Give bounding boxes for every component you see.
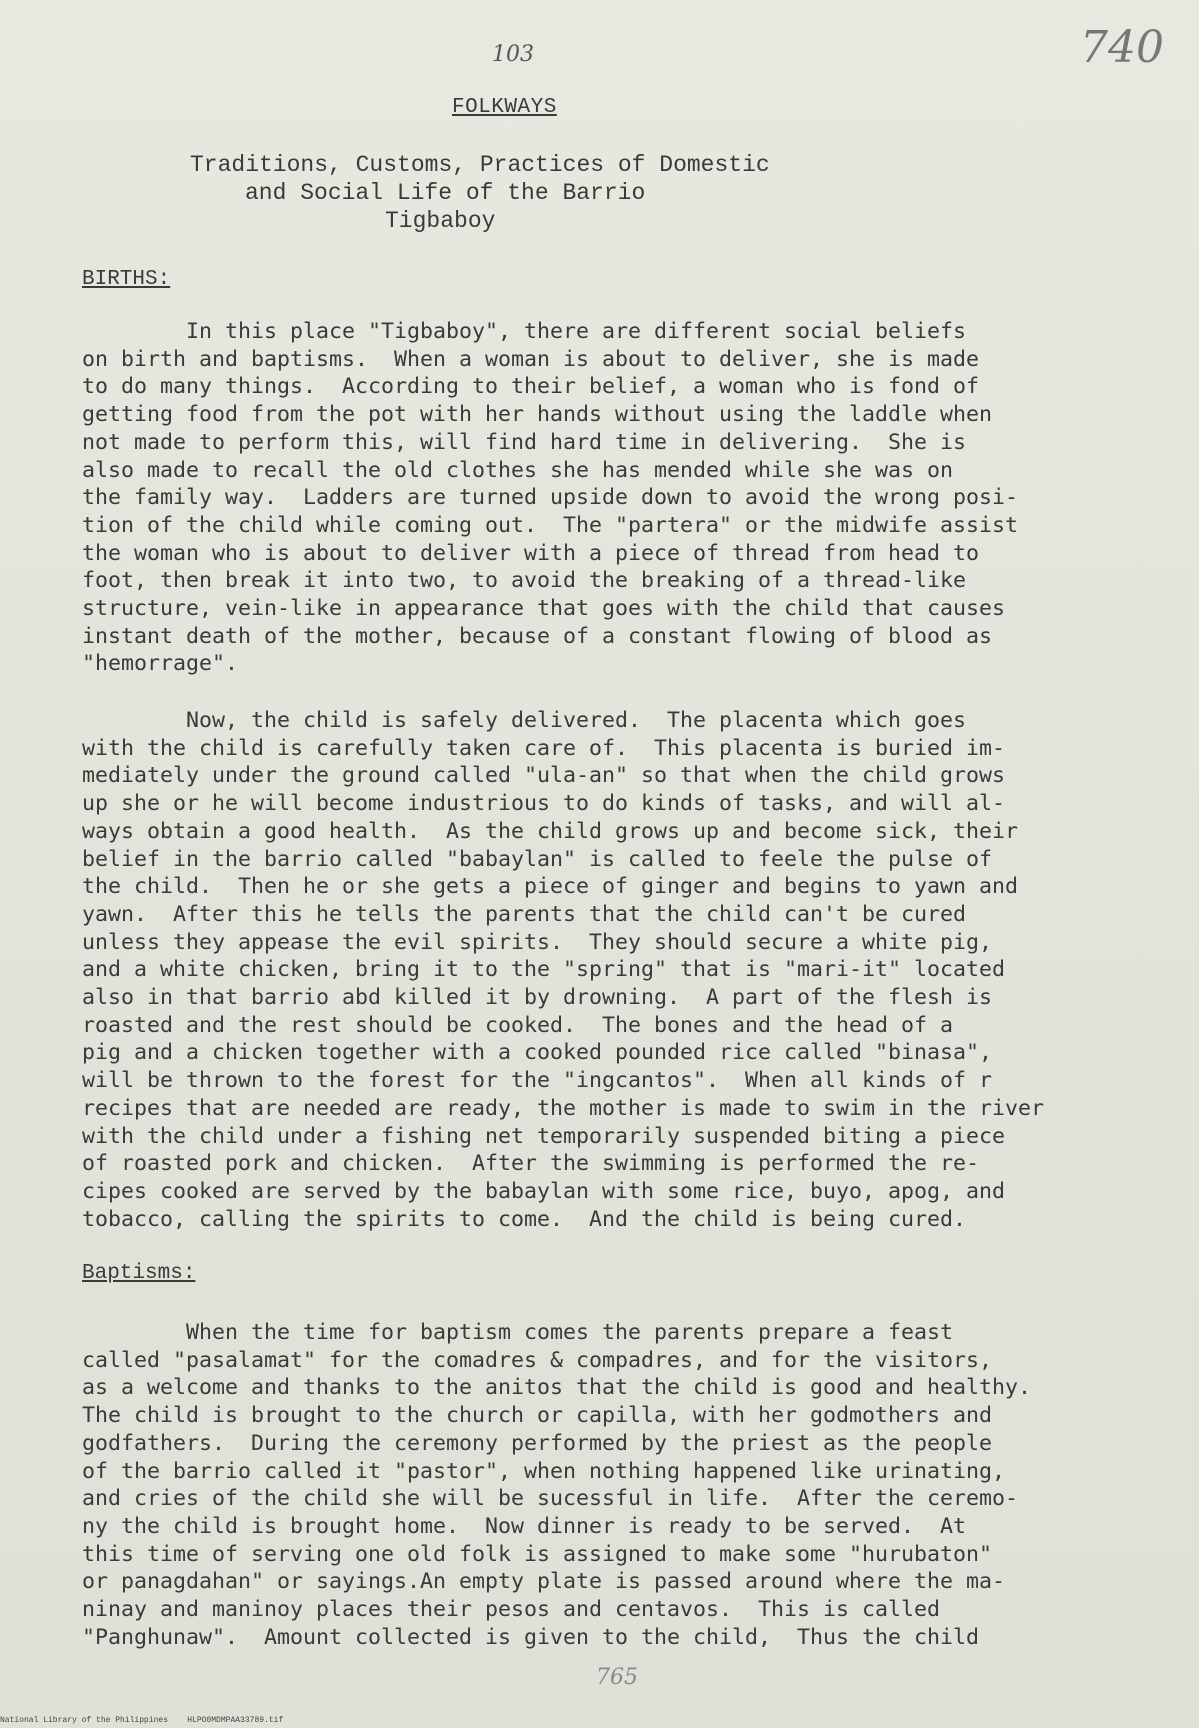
document-title: FOLKWAYS: [452, 96, 557, 119]
bottom-page-number: 765: [596, 1665, 638, 1690]
subtitle-line-3: Tigbaboy: [385, 208, 496, 234]
baptisms-paragraph: When the time for baptism comes the parents prepare a feast called "pasalamat" for the comadres & compadres, and for the visitors, as a welcome and thanks to the anitos that the child is good and healthy. The child is brought to the church or capilla, with her godmothers and godfathers. During the ceremony performed by the priest as the people of the barrio called it "pastor", when nothing happened like urinating, and cries of the child she will be sucessful in life. After the ceremo- ny the child is brought home. Now dinner is ready to be served. At this time of serving one old folk is assigned to make some "hurubaton" or panagdahan" or sayings.An empty plate is passed around where the ma- ninay and maninoy places their pesos and centavos. This is called "Panghunaw". Amount collected is given to the child, Thus the child: [82, 1320, 1032, 1650]
archive-number: 740: [1080, 22, 1164, 73]
page-number: 103: [492, 42, 534, 67]
scan-footer: National Library of the Philippines HLPO0MDMPAA33789.tif: [0, 1716, 284, 1725]
births-paragraph-2: Now, the child is safely delivered. The placenta which goes with the child is carefully taken care of. This placenta is buried im- mediately under the ground called "ula-an" so that when the child grows up she or he will become industrious to do kinds of tasks, and will al- ways obtain a good health. As the child grows up and become sick, their belief in the barrio called "babaylan" is called to feele the pulse of the child. Then he or she gets a piece of ginger and begins to yawn and yawn. After this he tells the parents that the child can't be cured unless they appease the evil spirits. They should secure a white pig, and a white chicken, bring it to the "spring" that is "mari-it" located also in that barrio abd killed it by drowning. A part of the flesh is roasted and the rest should be cooked. The bones and the head of a pig and a chicken together with a cooked pounded rice called "binasa", will be thrown to the forest for the "ingcantos". When all kinds of r recipes that are needed are ready, the mother is made to swim in the river with the child under a fishing net temporarily suspended biting a piece of roasted pork and chicken. After the swimming is performed the re- cipes cooked are served by the babaylan with some rice, buyo, apog, and tobacco, calling the spirits to come. And the child is being cured.: [82, 708, 1045, 1232]
births-heading: BIRTHS:: [82, 268, 171, 291]
births-paragraph-1: In this place "Tigbaboy", there are different social beliefs on birth and baptisms. When a woman is about to deliver, she is made to do many things. According to their belief, a woman who is fond of getting food from the pot with her hands without using the laddle when not made to perform this, will find hard time in delivering. She is also made to recall the old clothes she has mended while she was on the family way. Ladders are turned upside down to avoid the wrong posi- tion of the child while coming out. The "partera" or the midwife assist the woman who is about to deliver with a piece of thread from head to foot, then break it into two, to avoid the breaking of a thread-like structure, vein-like in appearance that goes with the child that causes instant death of the mother, because of a constant flowing of blood as "hemorrage".: [82, 319, 1019, 677]
subtitle-line-1: Traditions, Customs, Practices of Domestic: [190, 152, 770, 178]
subtitle-line-2: and Social Life of the Barrio: [245, 180, 646, 206]
baptisms-heading: Baptisms:: [82, 1262, 196, 1285]
